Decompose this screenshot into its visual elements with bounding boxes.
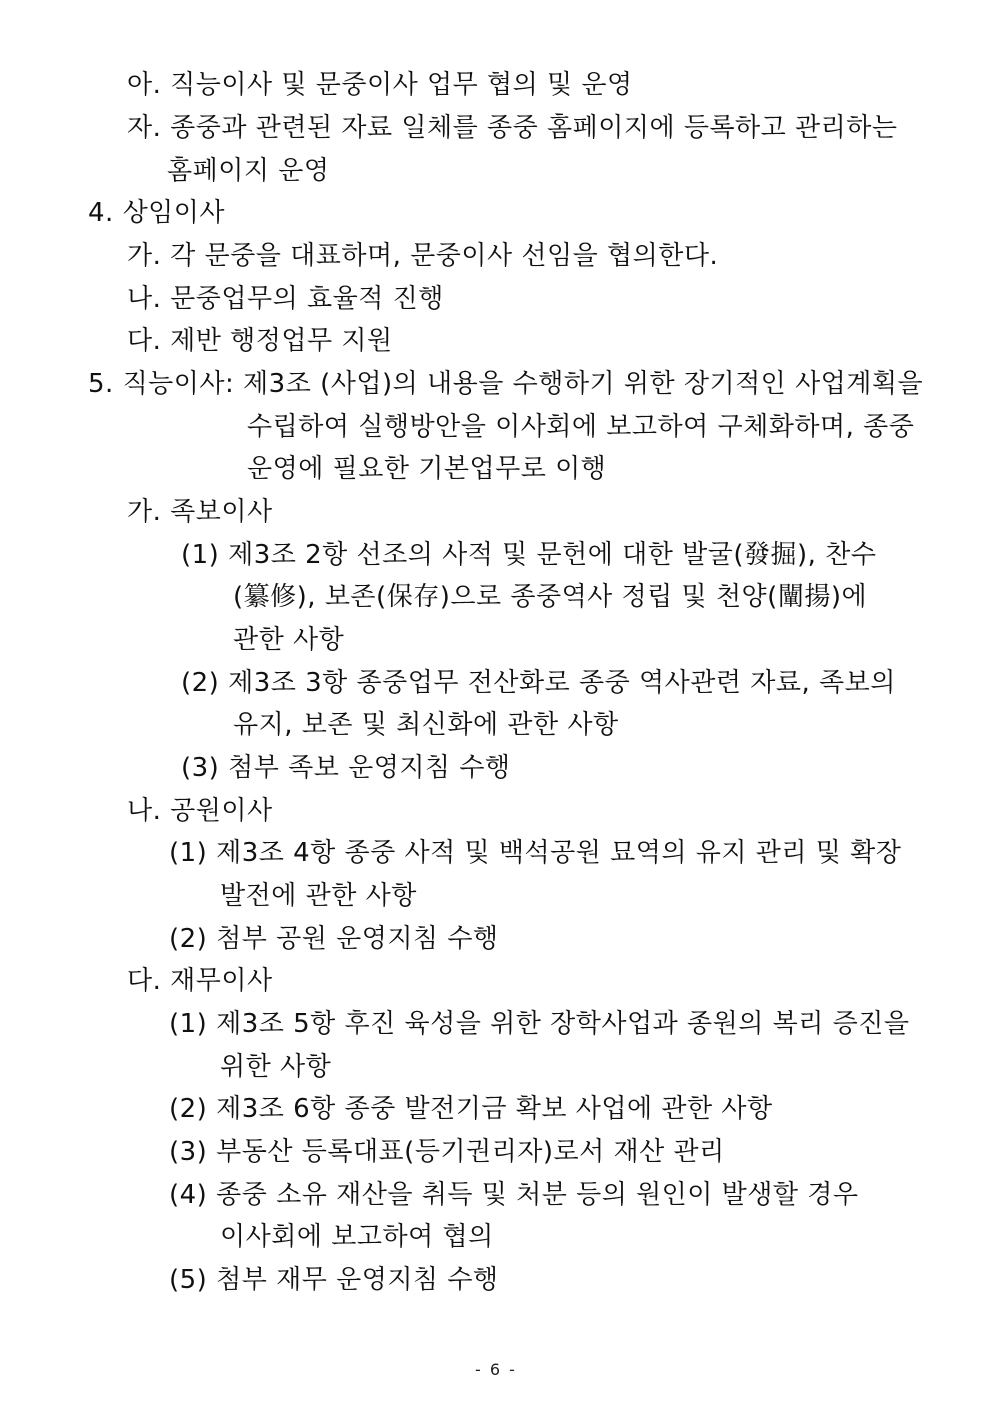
na-item-1: (1) 제3조 4항 종중 사적 및 백석공원 묘역의 유지 관리 및 확장 <box>169 838 902 868</box>
ga-item-3: (3) 첨부 족보 운영지침 수행 <box>181 753 511 783</box>
item-4-ga: 가. 각 문중을 대표하며, 문중이사 선임을 협의한다. <box>127 241 719 271</box>
item-ja-cont: 홈페이지 운영 <box>167 156 330 186</box>
section-5-heading: 5. 직능이사: 제3조 (사업)의 내용을 수행하기 위한 장기적인 사업계획을 <box>88 369 924 399</box>
da-item-1: (1) 제3조 5항 후진 육성을 위한 장학사업과 종원의 복리 증진을 <box>169 1009 910 1039</box>
section-5-cont-1: 수립하여 실행방안을 이사회에 보고하여 구체화하며, 종중 <box>247 412 915 442</box>
ga-item-1: (1) 제3조 2항 선조의 사적 및 문헌에 대한 발굴(發掘), 찬수 <box>181 540 877 570</box>
da-item-3: (3) 부동산 등록대표(등기권리자)로서 재산 관리 <box>169 1137 725 1167</box>
na-item-1-cont: 발전에 관한 사항 <box>220 881 417 911</box>
item-ja: 자. 종중과 관련된 자료 일체를 종중 홈페이지에 등록하고 관리하는 <box>127 113 898 143</box>
ga-item-1-cont-1: (纂修), 보존(保存)으로 종중역사 정립 및 천양(闡揚)에 <box>233 582 868 612</box>
da-item-5: (5) 첨부 재무 운영지침 수행 <box>169 1265 499 1295</box>
da-item-2: (2) 제3조 6항 종중 발전기금 확보 사업에 관한 사항 <box>169 1094 773 1124</box>
na-item-2: (2) 첨부 공원 운영지침 수행 <box>169 924 499 954</box>
page-number: - 6 - <box>475 1360 517 1379</box>
da-item-4-cont: 이사회에 보고하여 협의 <box>220 1222 494 1252</box>
ga-item-2-cont: 유지, 보존 및 최신화에 관한 사항 <box>233 710 619 740</box>
item-a-ah: 아. 직능이사 및 문중이사 업무 협의 및 운영 <box>127 70 633 100</box>
ga-item-1-cont-2: 관한 사항 <box>233 625 345 655</box>
sub-na-heading: 나. 공원이사 <box>127 796 273 826</box>
sub-ga-heading: 가. 족보이사 <box>127 497 273 527</box>
da-item-4: (4) 종중 소유 재산을 취득 및 처분 등의 원인이 발생할 경우 <box>169 1180 859 1210</box>
item-4-da: 다. 제반 행정업무 지원 <box>127 326 393 356</box>
section-5-cont-2: 운영에 필요한 기본업무로 이행 <box>247 454 607 484</box>
da-item-1-cont: 위한 사항 <box>220 1052 332 1082</box>
item-4-na: 나. 문중업무의 효율적 진행 <box>127 284 444 314</box>
ga-item-2: (2) 제3조 3항 종중업무 전산화로 종중 역사관련 자료, 족보의 <box>181 668 896 698</box>
sub-da-heading: 다. 재무이사 <box>127 966 273 996</box>
section-4-heading: 4. 상임이사 <box>88 198 226 228</box>
